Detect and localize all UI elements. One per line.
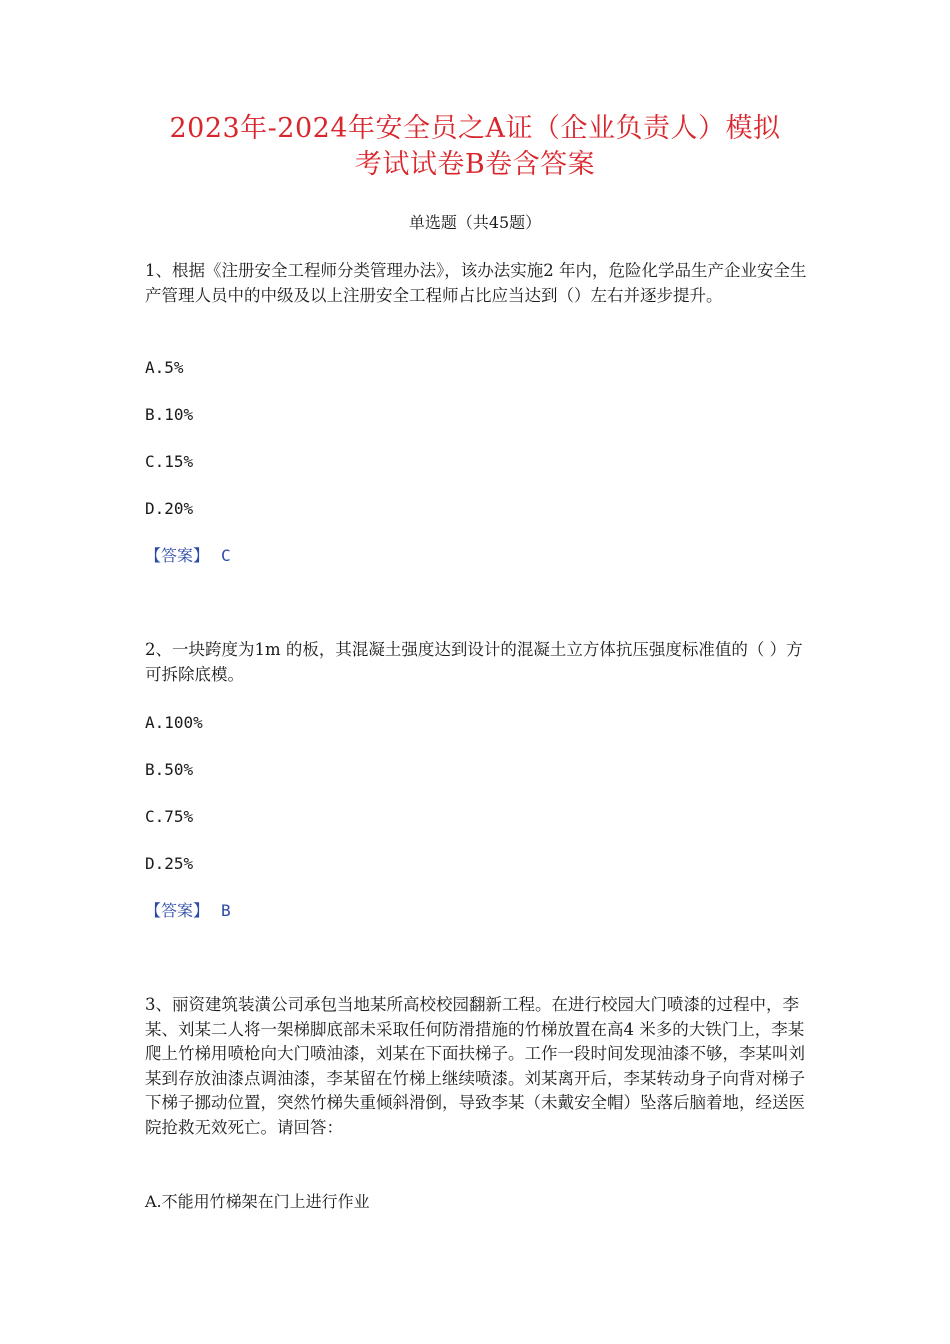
document-title-line1: 2023年-2024年安全员之A证（企业负责人）模拟: [169, 113, 781, 144]
question-2-answer: [145, 900, 231, 922]
answer-tag: 【答案】: [145, 901, 210, 920]
question-3-text: 3、丽资建筑装潢公司承包当地某所高校校园翻新工程。在进行校园大门喷漆的过程中，李某、刘某二人将一架梯脚底部未采取任何防滑措施的竹梯放置在高4 米多的大铁门上，李某爬上竹梯用喷枪向大门喷油漆，刘某在下面扶梯子。工作一段时间发现油漆不够，李某叫刘某到存放油漆点调油漆，李某留在竹梯上继续喷漆。刘某离开后，李某转动身子向背对梯子下梯子挪动位置，突然竹梯失重倾斜滑倒，导致李某（未戴安全帽）坠落后脑着地，经送医院抢救无效死亡。请回答：: [145, 995, 805, 1137]
answer-tag: 【答案】: [145, 546, 210, 565]
question-2-option-a: A.100%: [145, 713, 203, 732]
answer-value: B: [221, 901, 231, 920]
question-1-text: 1、根据《注册安全工程师分类管理办法》，该办法实施2 年内，危险化学品生产企业安全生产管理人员中的中级及以上注册安全工程师占比应当达到（）左右并逐步提升。: [145, 261, 807, 305]
question-2-option-b: B.50%: [145, 760, 194, 779]
question-1-option-c: C.15%: [145, 452, 194, 471]
question-1-option-a: A.5%: [145, 358, 184, 377]
question-2-option-d: D.25%: [145, 854, 194, 873]
question-3-option-a: A.不能用竹梯架在门上进行作业: [145, 1192, 370, 1211]
answer-value: C: [221, 546, 231, 565]
question-1-option-b: B.10%: [145, 405, 194, 424]
question-1-option-d: D.20%: [145, 499, 194, 518]
document-title-line2: 考试试卷B卷含答案: [354, 149, 596, 180]
question-2-option-c: C.75%: [145, 807, 194, 826]
section-heading: 单选题（共45题）: [408, 213, 542, 232]
question-1-answer: [145, 545, 231, 567]
question-2-text: 2、一块跨度为1m 的板，其混凝土强度达到设计的混凝土立方体抗压强度标准值的（ ）方可拆除底模。: [145, 640, 803, 684]
